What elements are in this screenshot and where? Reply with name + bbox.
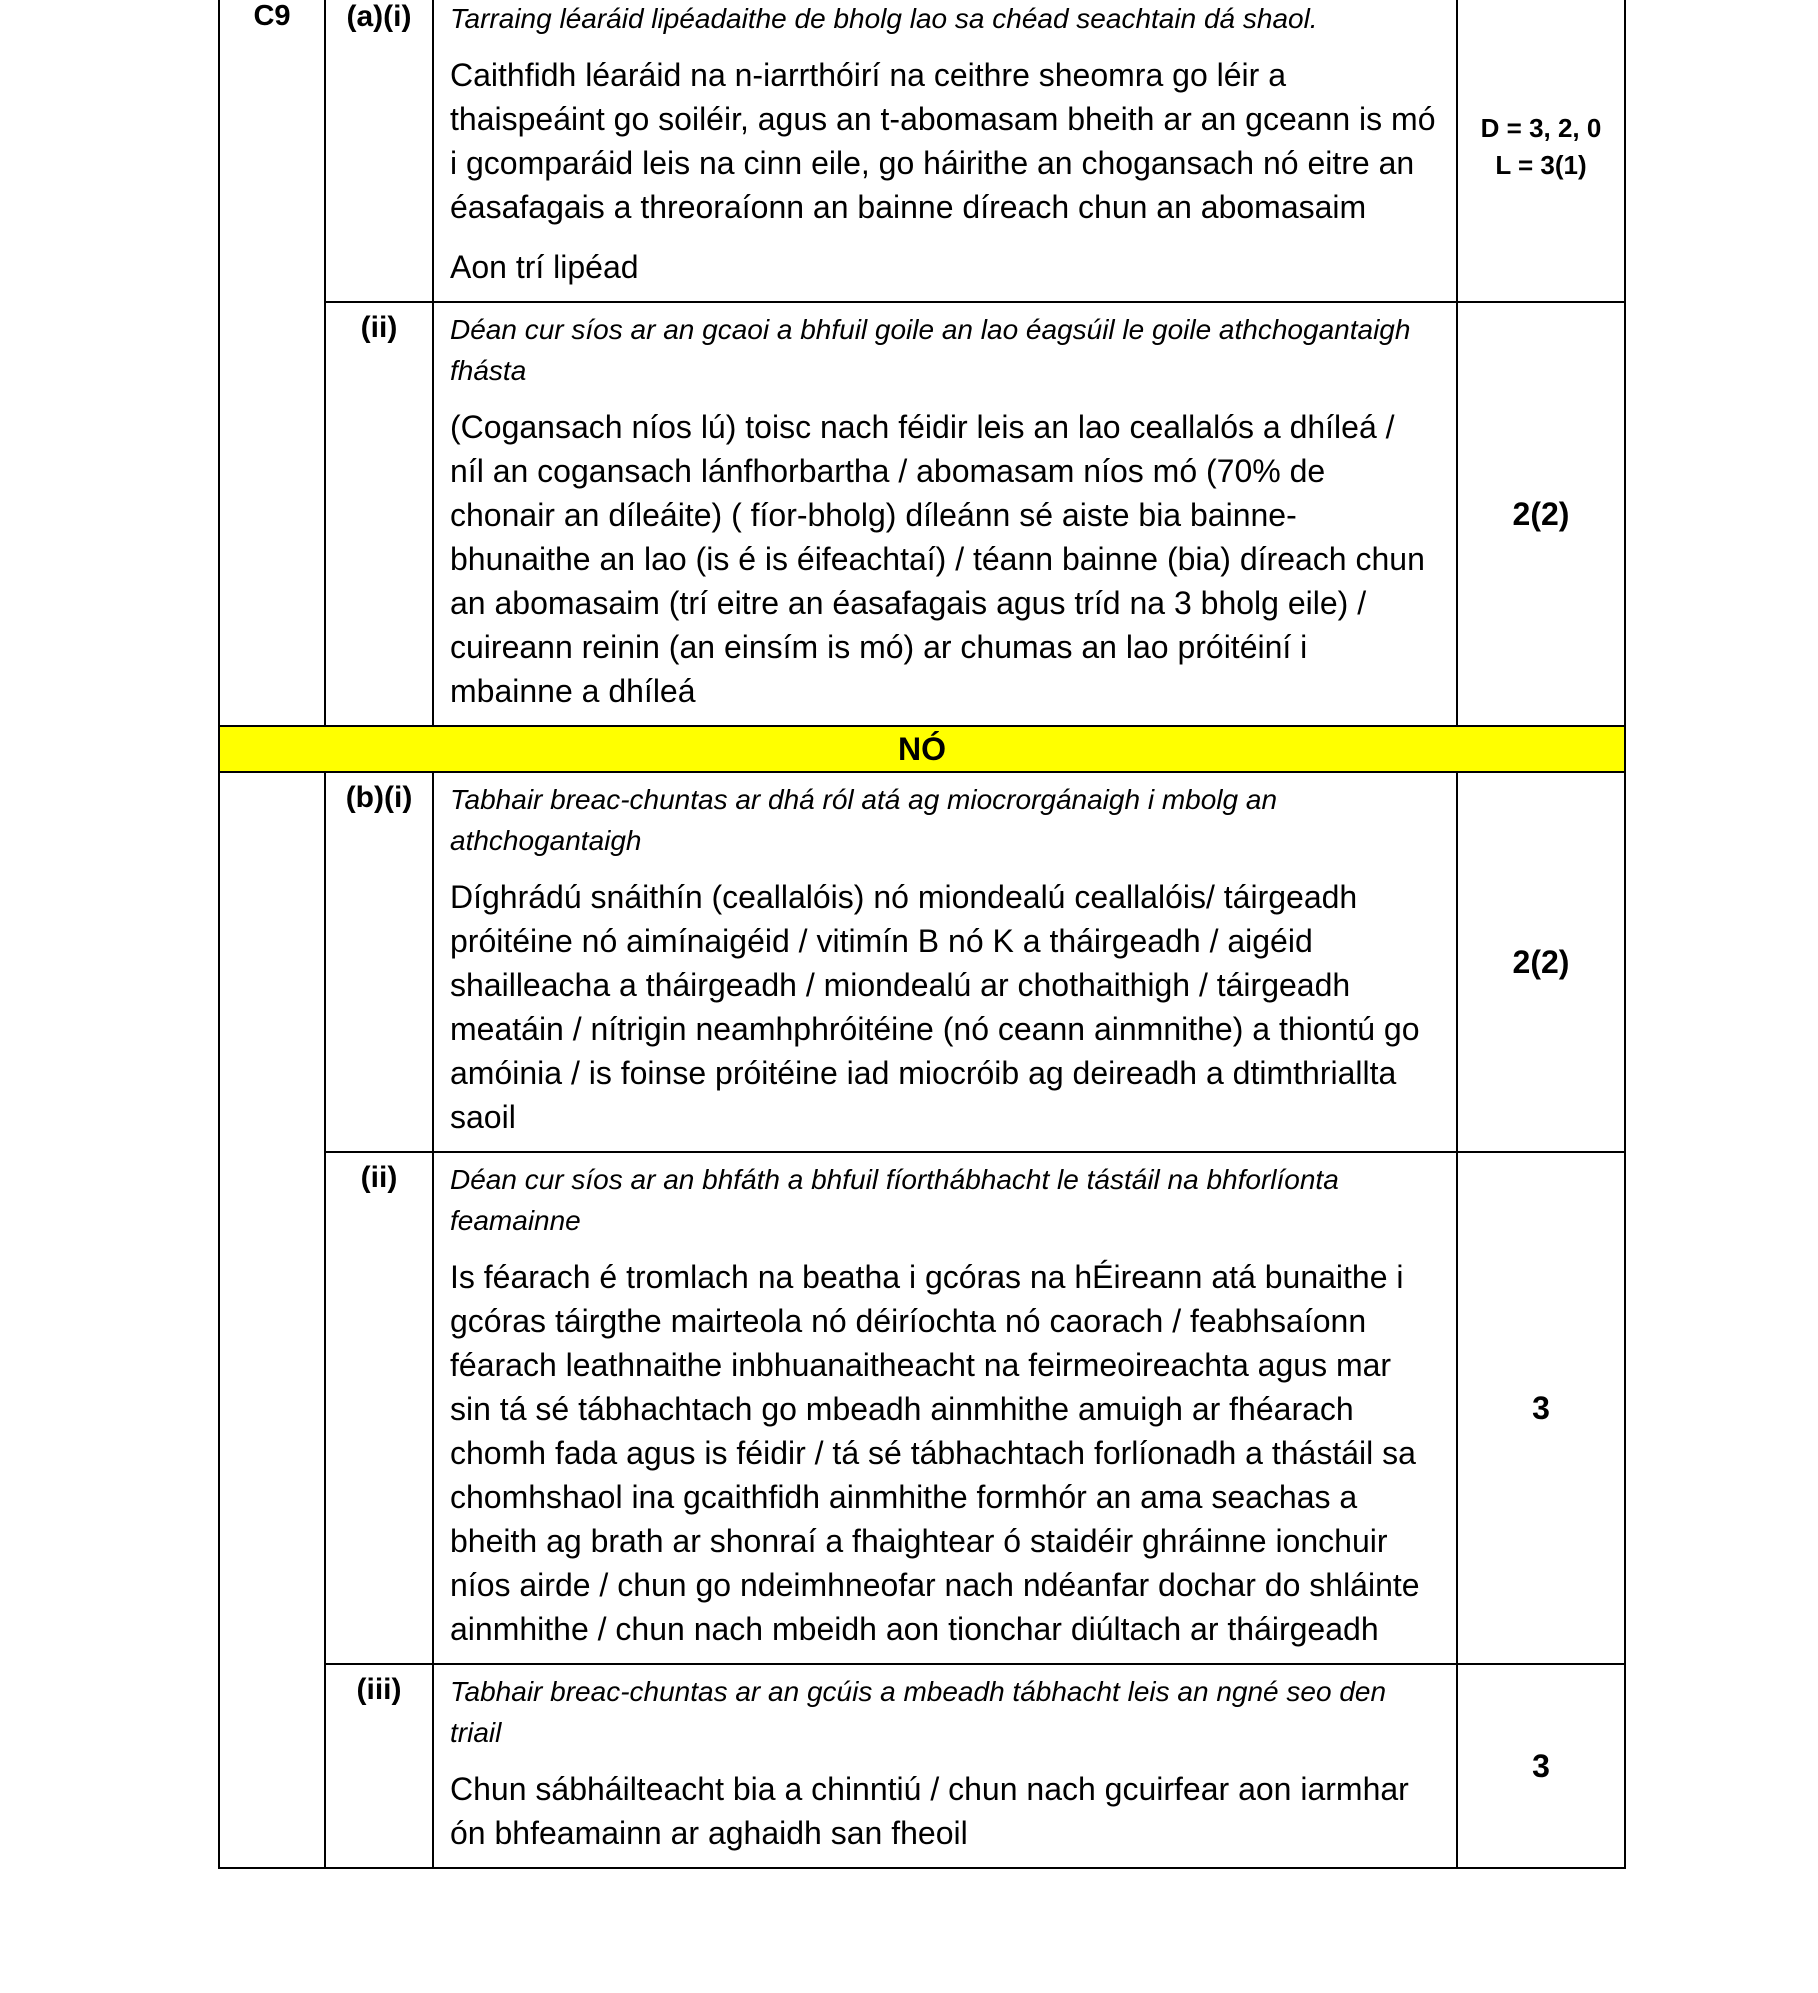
body-b-i <box>433 772 1457 1152</box>
question-number: C9 <box>219 0 325 726</box>
row-b-iii <box>219 1664 1625 1868</box>
answer-b-iii: Chun sábháilteacht bia a chinntiú / chun nach gcuirfear aon iarmhar ón bhfeamainn ar aghaidh san fheoil <box>450 1771 1409 1851</box>
body-b-ii <box>433 1152 1457 1664</box>
marks-b-ii: 3 <box>1457 1152 1625 1664</box>
row-a-ii <box>219 302 1625 726</box>
part-label-b-iii: (iii) <box>325 1664 433 1868</box>
marks-b-i: 2(2) <box>1457 772 1625 1152</box>
marks-a-ii: 2(2) <box>1457 302 1625 726</box>
prompt-b-i: Tabhair breac-chuntas ar dhá ról atá ag miocrorgánaigh i mbolg an athchogantaigh <box>450 784 1278 856</box>
marks-a-i <box>1457 0 1625 302</box>
marks-a-i-line1: D = 3, 2, 0 <box>1480 112 1602 143</box>
or-divider: NÓ <box>219 726 1625 772</box>
prompt-a-ii: Déan cur síos ar an gcaoi a bhfuil goile an lao éagsúil le goile athchogantaigh fhásta <box>450 314 1411 386</box>
prompt-a-i: Tarraing léaráid lipéadaithe de bholg lao sa chéad seachtain dá shaol. <box>450 3 1318 34</box>
row-or <box>219 726 1625 772</box>
row-b-ii <box>219 1152 1625 1664</box>
answer-b-ii: Is féarach é tromlach na beatha i gcóras na hÉireann atá bunaithe i gcóras táirgthe mairteola nó déiríochta nó caorach / feabhsaíonn féarach leathnaithe inbhuanaitheacht na feirmeoireachta agus mar sin tá sé tábhachtach go mbeadh ainmhithe amuigh ar fhéarach chomh fada agus is féidir / tá sé tábhachtach forlíonadh a thástáil sa chomhshaol ina gcaithfidh ainmhithe formhór an ama seachas a bheith ag brath ar shonraí a fhaightear ó staidéir ghráinne ionchuir níos airde / chun go ndeimhneofar nach ndéanfar dochar do shláinte ainmhithe / chun nach mbeidh aon tionchar diúltach ar tháirgeadh <box>450 1259 1420 1647</box>
body-b-iii <box>433 1664 1457 1868</box>
part-label-b-i: (b)(i) <box>325 772 433 1152</box>
body-a-i <box>433 0 1457 302</box>
answer-a-ii: (Cogansach níos lú) toisc nach féidir leis an lao ceallalós a dhíleá / níl an cogansach lánfhorbartha / abomasam níos mó (70% de chonair an díleáite) ( fíor-bholg) díleánn sé aiste bia bainne-bhunaithe an lao (is é is éifeachtaí) / téann bainne (bia) díreach chun an abomasaim (trí eitre an éasafagais agus tríd na 3 bholg eile) / cuireann reinin (an einsím is mó) ar chumas an lao próitéiní i mbainne a dhíleá <box>450 409 1425 709</box>
part-label-a-ii: (ii) <box>325 302 433 726</box>
question-number-empty <box>219 772 325 1868</box>
row-a-i <box>219 0 1625 302</box>
answer-a-i: Caithfidh léaráid na n-iarrthóirí na ceithre sheomra go léir a thaispeáint go soiléir, agus an t-abomasam bheith ar an gceann is mó i gcomparáid leis na cinn eile, go háirithe an chogansach nó eitre an éasafagais a threoraíonn an bainne díreach chun an abomasaim <box>450 57 1436 225</box>
row-b-i <box>219 772 1625 1152</box>
prompt-b-iii: Tabhair breac-chuntas ar an gcúis a mbeadh tábhacht leis an ngné seo den triail <box>450 1676 1387 1748</box>
marks-b-iii: 3 <box>1457 1664 1625 1868</box>
part-label-a-i: (a)(i) <box>325 0 433 302</box>
body-a-ii <box>433 302 1457 726</box>
answer-a-i-extra: Aon trí lipéad <box>450 249 639 285</box>
prompt-b-ii: Déan cur síos ar an bhfáth a bhfuil fíorthábhacht le tástáil na bhforlíonta feamainne <box>450 1164 1339 1236</box>
answer-b-i: Díghrádú snáithín (ceallalóis) nó miondealú ceallalóis/ táirgeadh próitéine nó aimínaigéid / vitimín B nó K a tháirgeadh / aigéid shailleacha a tháirgeadh / miondealú ar chothaithigh / táirgeadh meatáin / nítrigin neamhphróitéine (nó ceann ainmnithe) a thiontú go amóinia / is foinse próitéine iad miocróib ag deireadh a dtimthriallta saoil <box>450 879 1420 1135</box>
part-label-b-ii: (ii) <box>325 1152 433 1664</box>
marking-scheme-table <box>218 0 1626 1869</box>
marks-a-i-line2: L = 3(1) <box>1495 149 1587 180</box>
